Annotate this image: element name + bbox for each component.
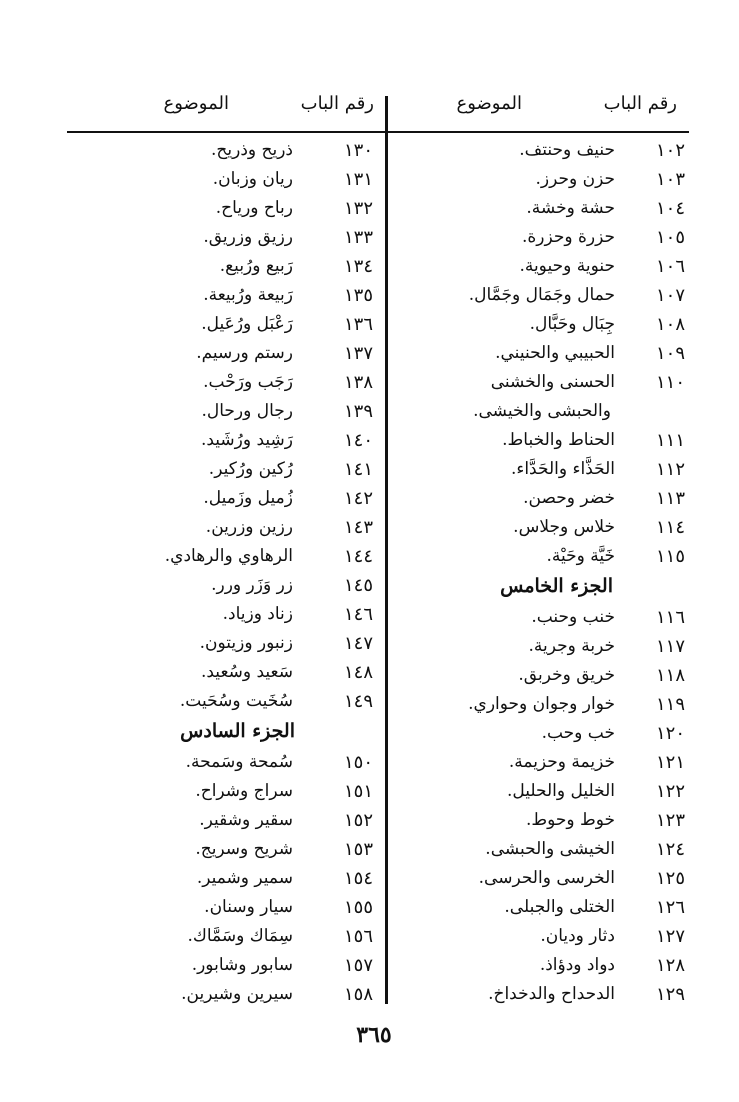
index-entry bbox=[85, 810, 375, 839]
topic-text: سَعيد وسُعيد. bbox=[200, 662, 293, 682]
index-entry bbox=[395, 343, 687, 372]
topic-text: الختلى والجبلى. bbox=[504, 897, 615, 917]
index-entry bbox=[395, 723, 687, 752]
chapter-number: ١٤٩ bbox=[343, 691, 373, 712]
chapter-number: ١٤٧ bbox=[343, 633, 373, 654]
chapter-number: ١٥١ bbox=[343, 781, 373, 802]
index-entry bbox=[85, 517, 375, 546]
chapter-number: ١٤٣ bbox=[343, 517, 373, 538]
index-entry bbox=[395, 227, 687, 256]
chapter-number: ١٣٢ bbox=[343, 198, 373, 219]
topic-text: زناد وزياد. bbox=[222, 604, 293, 624]
chapter-number: ١٤٢ bbox=[343, 488, 373, 509]
chapter-number: ١٥٠ bbox=[343, 752, 373, 773]
index-entry bbox=[85, 256, 375, 285]
index-entry bbox=[395, 372, 687, 401]
chapter-number: ١٥٦ bbox=[343, 926, 373, 947]
index-entry bbox=[395, 285, 687, 314]
chapter-number: ١٥٤ bbox=[343, 868, 373, 889]
topic-text: الدحداح والدخداخ. bbox=[488, 984, 615, 1004]
index-entry bbox=[395, 955, 687, 984]
index-entry bbox=[395, 752, 687, 781]
chapter-number: ١٠٩ bbox=[655, 343, 685, 364]
index-entry bbox=[395, 810, 687, 839]
topic-text: حشة وخشة. bbox=[526, 198, 615, 218]
chapter-number: ١٤٤ bbox=[343, 546, 373, 567]
topic-text: رجال ورحال. bbox=[201, 401, 293, 421]
topic-text: سقير وشقير. bbox=[199, 810, 293, 830]
index-entry bbox=[395, 169, 687, 198]
index-entry bbox=[85, 140, 375, 169]
topic-text: زر وَزَر ورر. bbox=[211, 575, 293, 595]
chapter-number: ١٣٩ bbox=[343, 401, 373, 422]
chapter-number: ١٣٣ bbox=[343, 227, 373, 248]
index-entry bbox=[85, 372, 375, 401]
index-entry bbox=[85, 488, 375, 517]
topic-text: رَشِيد ورُشَيد. bbox=[200, 430, 293, 450]
topic-text: رَبيع ورُبيع. bbox=[219, 256, 293, 276]
index-entry bbox=[85, 314, 375, 343]
chapter-number: ١٢٨ bbox=[655, 955, 685, 976]
section-heading bbox=[395, 575, 687, 607]
topic-text: خضر وحصن. bbox=[523, 488, 615, 508]
index-entry bbox=[395, 314, 687, 343]
index-entry bbox=[395, 546, 687, 575]
topic-text: الحسنى والخشنى bbox=[490, 372, 615, 392]
index-entry bbox=[395, 430, 687, 459]
index-entry bbox=[395, 607, 687, 636]
chapter-number: ١٥٧ bbox=[343, 955, 373, 976]
chapter-number: ١٤٦ bbox=[343, 604, 373, 625]
index-entry bbox=[85, 633, 375, 662]
chapter-number: ١٢٥ bbox=[655, 868, 685, 889]
header-left-number-label: رقم الباب bbox=[300, 93, 374, 114]
chapter-number: ١٣٧ bbox=[343, 343, 373, 364]
index-entry bbox=[395, 517, 687, 546]
topic-text: رستم ورسيم. bbox=[196, 343, 293, 363]
index-entry bbox=[395, 401, 687, 430]
topic-text: رَجَب ورَحْب. bbox=[203, 372, 293, 392]
index-entry bbox=[85, 604, 375, 633]
topic-text: رزيق وزريق. bbox=[203, 227, 293, 247]
topic-text: خَيَّة وحَيْة. bbox=[546, 546, 615, 566]
index-entry bbox=[395, 926, 687, 955]
index-entry bbox=[85, 459, 375, 488]
topic-text: حنوية وحيوية. bbox=[519, 256, 615, 276]
index-entry bbox=[85, 662, 375, 691]
index-entry bbox=[395, 256, 687, 285]
index-column-right bbox=[395, 140, 687, 1013]
topic-text: رَعْبَل ورُعَيل. bbox=[201, 314, 293, 334]
index-entry bbox=[85, 575, 375, 604]
index-entry bbox=[85, 955, 375, 984]
topic-text: جِبَال وحَبَّال. bbox=[529, 314, 615, 334]
column-divider bbox=[385, 96, 388, 1004]
chapter-number: ١١٥ bbox=[655, 546, 685, 567]
chapter-number: ١٤٠ bbox=[343, 430, 373, 451]
chapter-number: ١٢٧ bbox=[655, 926, 685, 947]
chapter-number: ١٠٤ bbox=[655, 198, 685, 219]
page-number: ٣٦٥ bbox=[356, 1022, 392, 1048]
chapter-number: ١١٩ bbox=[655, 694, 685, 715]
topic-text: حمال وجَمَال وجَمَّال. bbox=[468, 285, 615, 305]
chapter-number: ١٥٢ bbox=[343, 810, 373, 831]
index-entry bbox=[85, 430, 375, 459]
chapter-number: ١٢٩ bbox=[655, 984, 685, 1005]
topic-text: رَبيعة ورُبيعة. bbox=[203, 285, 293, 305]
topic-text: سابور وشابور. bbox=[191, 955, 293, 975]
chapter-number: ١٣٤ bbox=[343, 256, 373, 277]
header-right-number-label: رقم الباب bbox=[603, 93, 677, 114]
chapter-number: ١٢٤ bbox=[655, 839, 685, 860]
topic-text: الحَذَّاء والحَدَّاء. bbox=[510, 459, 615, 479]
chapter-number: ١٤٨ bbox=[343, 662, 373, 683]
chapter-number: ١٢٣ bbox=[655, 810, 685, 831]
index-entry bbox=[395, 897, 687, 926]
index-entry bbox=[85, 546, 375, 575]
index-entry bbox=[395, 984, 687, 1013]
index-entry bbox=[395, 636, 687, 665]
topic-text: والحبشى والخيشى. bbox=[473, 401, 611, 421]
chapter-number: ١٣١ bbox=[343, 169, 373, 190]
topic-text: سيرين وشيرين. bbox=[181, 984, 293, 1004]
chapter-number: ١١٦ bbox=[655, 607, 685, 628]
chapter-number: ١٥٥ bbox=[343, 897, 373, 918]
topic-text: رزين وزرين. bbox=[205, 517, 293, 537]
section-heading bbox=[85, 720, 375, 752]
topic-text: ريان وزبان. bbox=[212, 169, 293, 189]
topic-text: حزن وحرز. bbox=[535, 169, 615, 189]
index-entry bbox=[85, 926, 375, 955]
topic-text: سُمحة وسَمحة. bbox=[185, 752, 293, 772]
chapter-number: ١١٢ bbox=[655, 459, 685, 480]
chapter-number: ١٢٠ bbox=[655, 723, 685, 744]
index-entry bbox=[85, 691, 375, 720]
index-column-left bbox=[85, 140, 375, 1013]
topic-text: خزيمة وحزيمة. bbox=[508, 752, 615, 772]
header-rule bbox=[67, 131, 689, 133]
topic-text: الرهاوي والرهادي. bbox=[164, 546, 293, 566]
index-entry bbox=[85, 285, 375, 314]
index-entry bbox=[85, 198, 375, 227]
index-entry bbox=[395, 665, 687, 694]
topic-text: خوط وحوط. bbox=[525, 810, 615, 830]
topic-text: سراج وشراح. bbox=[195, 781, 293, 801]
topic-text: حنيف وحنتف. bbox=[519, 140, 615, 160]
chapter-number: ١٢١ bbox=[655, 752, 685, 773]
chapter-number: ١١٨ bbox=[655, 665, 685, 686]
chapter-number: ١٠٨ bbox=[655, 314, 685, 335]
index-entry bbox=[395, 140, 687, 169]
topic-text: خلاس وجلاس. bbox=[513, 517, 615, 537]
index-entry bbox=[85, 343, 375, 372]
chapter-number: ١٠٧ bbox=[655, 285, 685, 306]
chapter-number: ١٣٠ bbox=[343, 140, 373, 161]
index-entry bbox=[395, 488, 687, 517]
topic-text: سُخَيت وسُحَيت. bbox=[179, 691, 293, 711]
topic-text: الخيشى والحبشى. bbox=[485, 839, 615, 859]
topic-text: رُكين ورُكير. bbox=[208, 459, 293, 479]
chapter-number: ١٣٨ bbox=[343, 372, 373, 393]
chapter-number: ١١١ bbox=[655, 430, 685, 451]
index-entry bbox=[395, 694, 687, 723]
index-entry bbox=[395, 781, 687, 810]
chapter-number: ١٠٦ bbox=[655, 256, 685, 277]
topic-text: حزرة وحزرة. bbox=[521, 227, 615, 247]
part-title: الجزء الخامس bbox=[500, 575, 613, 597]
topic-text: زنبور وزيتون. bbox=[199, 633, 293, 653]
topic-text: سِمَاك وسَمَّاك. bbox=[187, 926, 293, 946]
header-left-topic-label: الموضوع bbox=[163, 93, 229, 114]
index-entry bbox=[85, 169, 375, 198]
topic-text: خريق وخربق. bbox=[518, 665, 615, 685]
chapter-number: ١٥٣ bbox=[343, 839, 373, 860]
chapter-number: ١٤١ bbox=[343, 459, 373, 480]
topic-text: سيار وسنان. bbox=[204, 897, 293, 917]
chapter-number: ١٥٨ bbox=[343, 984, 373, 1005]
topic-text: خربة وجرية. bbox=[528, 636, 615, 656]
topic-text: الخليل والحليل. bbox=[506, 781, 615, 801]
topic-text: رباح ورياح. bbox=[215, 198, 293, 218]
chapter-number: ١١٧ bbox=[655, 636, 685, 657]
chapter-number: ١٢٢ bbox=[655, 781, 685, 802]
topic-text: خنب وحنب. bbox=[531, 607, 615, 627]
index-entry bbox=[85, 839, 375, 868]
topic-text: خب وحب. bbox=[541, 723, 615, 743]
index-entry bbox=[85, 401, 375, 430]
chapter-number: ١١٣ bbox=[655, 488, 685, 509]
chapter-number: ١٠٣ bbox=[655, 169, 685, 190]
topic-text: دثار وديان. bbox=[540, 926, 615, 946]
index-entry bbox=[85, 752, 375, 781]
index-entry bbox=[85, 868, 375, 897]
part-title: الجزء السادس bbox=[180, 720, 295, 742]
topic-text: دواد ودؤاذ. bbox=[539, 955, 615, 975]
topic-text: الحناط والخباط. bbox=[502, 430, 615, 450]
header-right-topic-label: الموضوع bbox=[456, 93, 522, 114]
topic-text: الخرسى والحرسى. bbox=[478, 868, 615, 888]
index-entry bbox=[85, 781, 375, 810]
topic-text: شريح وسريج. bbox=[195, 839, 293, 859]
index-entry bbox=[395, 839, 687, 868]
topic-text: الحبيبي والحنيني. bbox=[495, 343, 615, 363]
topic-text: خوار وجوان وحواري. bbox=[468, 694, 615, 714]
chapter-number: ١١٤ bbox=[655, 517, 685, 538]
index-entry bbox=[395, 198, 687, 227]
chapter-number: ١٠٢ bbox=[655, 140, 685, 161]
chapter-number: ١٣٦ bbox=[343, 314, 373, 335]
chapter-number: ١٢٦ bbox=[655, 897, 685, 918]
index-entry bbox=[85, 897, 375, 926]
chapter-number: ١١٠ bbox=[655, 372, 685, 393]
chapter-number: ١٣٥ bbox=[343, 285, 373, 306]
index-entry bbox=[85, 227, 375, 256]
index-entry bbox=[85, 984, 375, 1013]
topic-text: سمير وشمير. bbox=[196, 868, 293, 888]
topic-text: ذريح وذريح. bbox=[211, 140, 293, 160]
chapter-number: ١٠٥ bbox=[655, 227, 685, 248]
topic-text: زُميل وزَميل. bbox=[203, 488, 293, 508]
index-entry bbox=[395, 868, 687, 897]
index-entry bbox=[395, 459, 687, 488]
chapter-number: ١٤٥ bbox=[343, 575, 373, 596]
